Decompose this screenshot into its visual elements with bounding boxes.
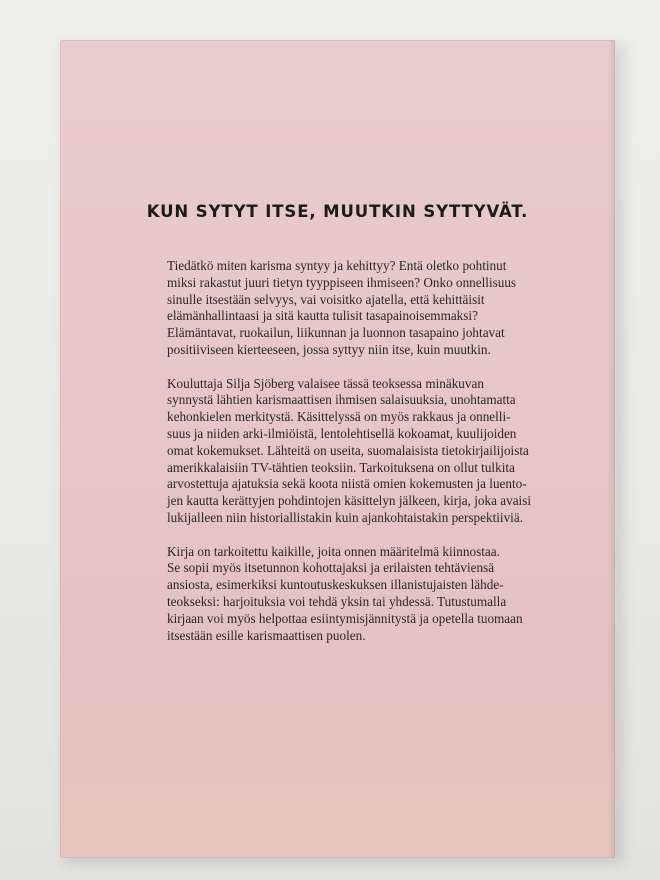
blurb-line: teokseksi: harjoituksia voi tehdä yksin tai yhdessä. Tutustumalla — [167, 593, 507, 609]
blurb-line: sinulle itsestään selvyys, vai voisitko ajatella, että kehittäisit — [167, 291, 485, 307]
blurb-line: Se sopii myös itsetunnon kohottajaksi ja erilaisten tehtäviensä — [167, 560, 495, 576]
blurb-line: suus ja niiden arki-ilmiöistä, lentolehtisellä kokoamat, kuulijoiden — [167, 425, 517, 441]
blurb-line: Kirja on tarkoitettu kaikille, joita onnen määritelmä kiinnostaa. — [167, 543, 500, 559]
blurb-line: elämänhallintaasi ja sitä kautta tulisit tasapainoisemmaksi? — [167, 308, 478, 324]
book-edge — [608, 40, 615, 858]
blurb-line: miksi rakastut juuri tietyn tyyppiseen ihmiseen? Onko onnellisuus — [167, 274, 517, 290]
blurb-line: lukijalleen niin historiallistakin kuin ajankohtaistakin perspektiiviä. — [167, 509, 523, 525]
blurb-line: jen kautta kerättyjen pohdintojen käsittelyn jälkeen, kirja, joka avaisi — [167, 493, 532, 509]
blurb-paragraph-1 — [167, 258, 537, 359]
blurb-paragraph-3 — [167, 544, 537, 645]
blurb-line: kirjaan voi myös helpottaa esiintymisjännitystä ja opetella tuomaan — [167, 610, 523, 626]
blurb-line: Elämäntavat, ruokailun, liikunnan ja luonnon tasapaino johtavat — [167, 325, 505, 341]
blurb-line: positiiviseen kierteeseen, jossa syttyy niin itse, kuin muutkin. — [167, 341, 491, 357]
cover-headline: KUN SYTYT ITSE, MUUTKIN SYTTYVÄT. — [146, 202, 529, 221]
blurb-line: omat kokemukset. Lähteitä on useita, suomalaisista tietokirjailijoista — [167, 442, 529, 458]
blurb-paragraph-2 — [167, 376, 537, 527]
blurb-line: synnystä lähtien karismaattisen ihmisen salaisuuksia, unohtamatta — [167, 392, 516, 408]
blurb-line: Kouluttaja Silja Sjöberg valaisee tässä teoksessa minäkuvan — [167, 375, 484, 391]
blurb-text — [167, 258, 537, 661]
blurb-line: arvostettuja ajatuksia sekä koota niistä omien kokemusten ja luento- — [167, 476, 527, 492]
blurb-line: amerikkalaisiin TV-tähtien teoksiin. Tarkoituksena on ollut tulkita — [167, 459, 515, 475]
blurb-line: itsestään esille karismaattisen puolen. — [167, 627, 366, 643]
blurb-line: ansiosta, esimerkiksi kuntoutuskeskuksen illanistujaisten lähde- — [167, 577, 504, 593]
blurb-line: kehonkielen merkitystä. Käsittelyssä on myös rakkaus ja onnelli- — [167, 409, 511, 425]
blurb-line: Tiedätkö miten karisma syntyy ja kehittyy? Entä oletko pohtinut — [167, 258, 507, 273]
